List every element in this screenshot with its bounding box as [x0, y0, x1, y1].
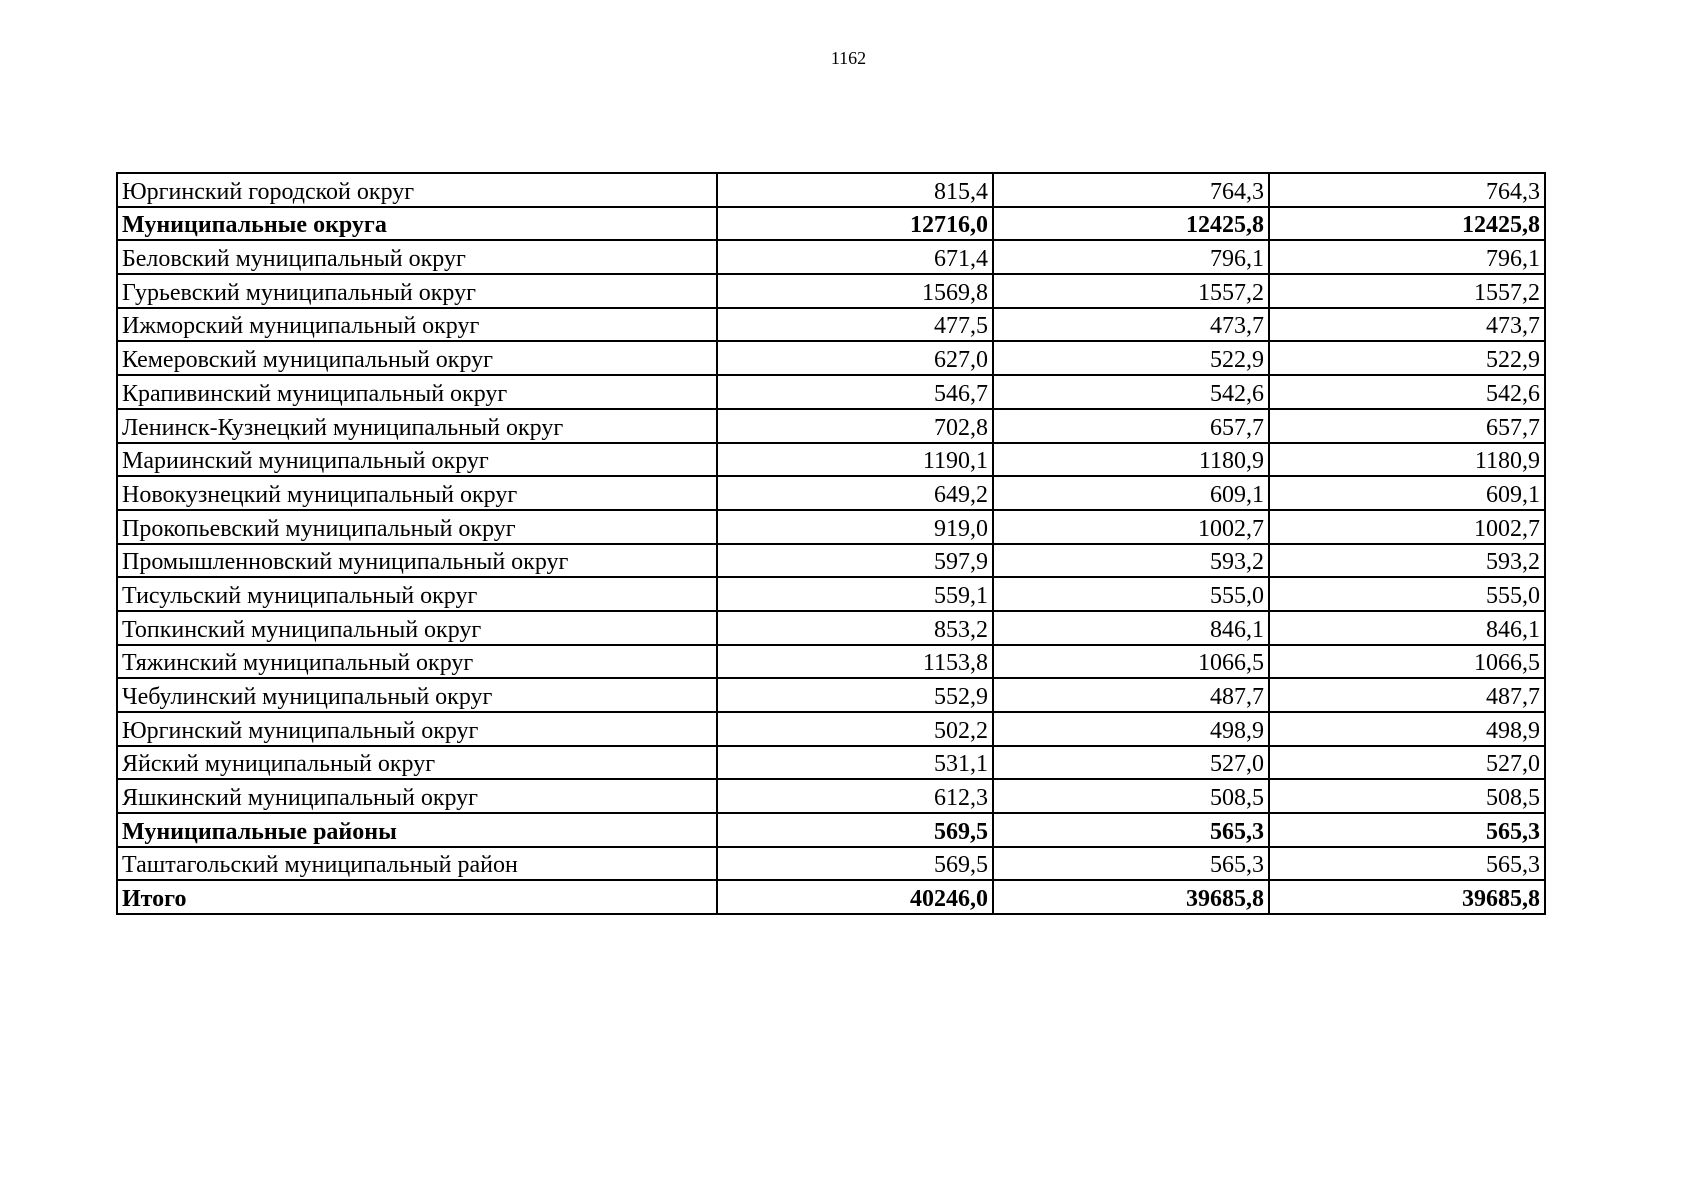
value-cell-col-3: 487,7: [1269, 678, 1545, 712]
value-cell-col-1: 1569,8: [717, 274, 993, 308]
value-cell-col-2: 555,0: [993, 577, 1269, 611]
value-cell-col-2: 487,7: [993, 678, 1269, 712]
value-cell-col-2: 473,7: [993, 308, 1269, 342]
value-cell-col-2: 796,1: [993, 240, 1269, 274]
table-row: [117, 544, 1545, 578]
row-name-cell: Ижморский муниципальный округ: [117, 308, 717, 342]
value-cell-col-3: 609,1: [1269, 476, 1545, 510]
value-cell-col-1: 627,0: [717, 341, 993, 375]
row-name-cell: Беловский муниципальный округ: [117, 240, 717, 274]
value-cell-col-1: 702,8: [717, 409, 993, 443]
value-cell-col-1: 40246,0: [717, 880, 993, 914]
value-cell-col-2: 498,9: [993, 712, 1269, 746]
value-cell-col-3: 508,5: [1269, 779, 1545, 813]
row-name-cell: Новокузнецкий муниципальный округ: [117, 476, 717, 510]
value-cell-col-1: 546,7: [717, 375, 993, 409]
value-cell-col-1: 1153,8: [717, 645, 993, 679]
value-cell-col-2: 1557,2: [993, 274, 1269, 308]
row-name-cell: Итого: [117, 880, 717, 914]
value-cell-col-3: 39685,8: [1269, 880, 1545, 914]
row-name-cell: Яшкинский муниципальный округ: [117, 779, 717, 813]
value-cell-col-3: 1066,5: [1269, 645, 1545, 679]
value-cell-col-3: 796,1: [1269, 240, 1545, 274]
value-cell-col-1: 612,3: [717, 779, 993, 813]
table-body: [117, 173, 1545, 914]
row-name-cell: Яйский муниципальный округ: [117, 746, 717, 780]
row-name-cell: Муниципальные округа: [117, 207, 717, 241]
value-cell-col-1: 12716,0: [717, 207, 993, 241]
value-cell-col-1: 671,4: [717, 240, 993, 274]
value-cell-col-1: 919,0: [717, 510, 993, 544]
value-cell-col-2: 593,2: [993, 544, 1269, 578]
value-cell-col-2: 657,7: [993, 409, 1269, 443]
table-row: [117, 341, 1545, 375]
table-row: [117, 678, 1545, 712]
value-cell-col-1: 1190,1: [717, 443, 993, 477]
value-cell-col-2: 527,0: [993, 746, 1269, 780]
value-cell-col-3: 1180,9: [1269, 443, 1545, 477]
value-cell-col-1: 649,2: [717, 476, 993, 510]
value-cell-col-3: 522,9: [1269, 341, 1545, 375]
table-row: [117, 476, 1545, 510]
table-row: [117, 510, 1545, 544]
row-name-cell: Тисульский муниципальный округ: [117, 577, 717, 611]
table-row-subtotal: [117, 207, 1545, 241]
value-cell-col-1: 853,2: [717, 611, 993, 645]
row-name-cell: Гурьевский муниципальный округ: [117, 274, 717, 308]
table-row: [117, 847, 1545, 881]
table-row: [117, 240, 1545, 274]
value-cell-col-2: 565,3: [993, 847, 1269, 881]
value-cell-col-3: 12425,8: [1269, 207, 1545, 241]
value-cell-col-1: 502,2: [717, 712, 993, 746]
row-name-cell: Ленинск-Кузнецкий муниципальный округ: [117, 409, 717, 443]
value-cell-col-3: 593,2: [1269, 544, 1545, 578]
value-cell-col-2: 1066,5: [993, 645, 1269, 679]
row-name-cell: Крапивинский муниципальный округ: [117, 375, 717, 409]
value-cell-col-3: 498,9: [1269, 712, 1545, 746]
row-name-cell: Юргинский городской округ: [117, 173, 717, 207]
value-cell-col-2: 565,3: [993, 813, 1269, 847]
row-name-cell: Прокопьевский муниципальный округ: [117, 510, 717, 544]
value-cell-col-2: 39685,8: [993, 880, 1269, 914]
value-cell-col-3: 542,6: [1269, 375, 1545, 409]
value-cell-col-1: 477,5: [717, 308, 993, 342]
value-cell-col-1: 569,5: [717, 847, 993, 881]
table-row-subtotal: [117, 813, 1545, 847]
value-cell-col-3: 527,0: [1269, 746, 1545, 780]
row-name-cell: Промышленновский муниципальный округ: [117, 544, 717, 578]
table-row: [117, 274, 1545, 308]
table-row: [117, 375, 1545, 409]
value-cell-col-3: 1002,7: [1269, 510, 1545, 544]
row-name-cell: Муниципальные районы: [117, 813, 717, 847]
value-cell-col-3: 657,7: [1269, 409, 1545, 443]
value-cell-col-1: 569,5: [717, 813, 993, 847]
table-row: [117, 577, 1545, 611]
value-cell-col-2: 846,1: [993, 611, 1269, 645]
value-cell-col-2: 609,1: [993, 476, 1269, 510]
value-cell-col-1: 559,1: [717, 577, 993, 611]
row-name-cell: Топкинский муниципальный округ: [117, 611, 717, 645]
value-cell-col-3: 1557,2: [1269, 274, 1545, 308]
value-cell-col-2: 522,9: [993, 341, 1269, 375]
value-cell-col-3: 555,0: [1269, 577, 1545, 611]
table-row: [117, 173, 1545, 207]
value-cell-col-2: 12425,8: [993, 207, 1269, 241]
value-cell-col-1: 815,4: [717, 173, 993, 207]
value-cell-col-3: 473,7: [1269, 308, 1545, 342]
value-cell-col-3: 764,3: [1269, 173, 1545, 207]
table-row: [117, 409, 1545, 443]
row-name-cell: Мариинский муниципальный округ: [117, 443, 717, 477]
row-name-cell: Таштагольский муниципальный район: [117, 847, 717, 881]
table-row: [117, 611, 1545, 645]
value-cell-col-1: 552,9: [717, 678, 993, 712]
value-cell-col-2: 764,3: [993, 173, 1269, 207]
value-cell-col-2: 542,6: [993, 375, 1269, 409]
table-row: [117, 308, 1545, 342]
value-cell-col-3: 565,3: [1269, 847, 1545, 881]
value-cell-col-1: 597,9: [717, 544, 993, 578]
value-cell-col-2: 508,5: [993, 779, 1269, 813]
row-name-cell: Чебулинский муниципальный округ: [117, 678, 717, 712]
table-row: [117, 779, 1545, 813]
value-cell-col-2: 1002,7: [993, 510, 1269, 544]
table-row: [117, 712, 1545, 746]
value-cell-col-3: 846,1: [1269, 611, 1545, 645]
table-row: [117, 443, 1545, 477]
value-cell-col-3: 565,3: [1269, 813, 1545, 847]
value-cell-col-2: 1180,9: [993, 443, 1269, 477]
row-name-cell: Юргинский муниципальный округ: [117, 712, 717, 746]
value-cell-col-1: 531,1: [717, 746, 993, 780]
table-row-subtotal: [117, 880, 1545, 914]
table-row: [117, 645, 1545, 679]
table-row: [117, 746, 1545, 780]
page-number: 1162: [830, 48, 867, 68]
row-name-cell: Тяжинский муниципальный округ: [117, 645, 717, 679]
data-table: [116, 172, 1546, 915]
row-name-cell: Кемеровский муниципальный округ: [117, 341, 717, 375]
